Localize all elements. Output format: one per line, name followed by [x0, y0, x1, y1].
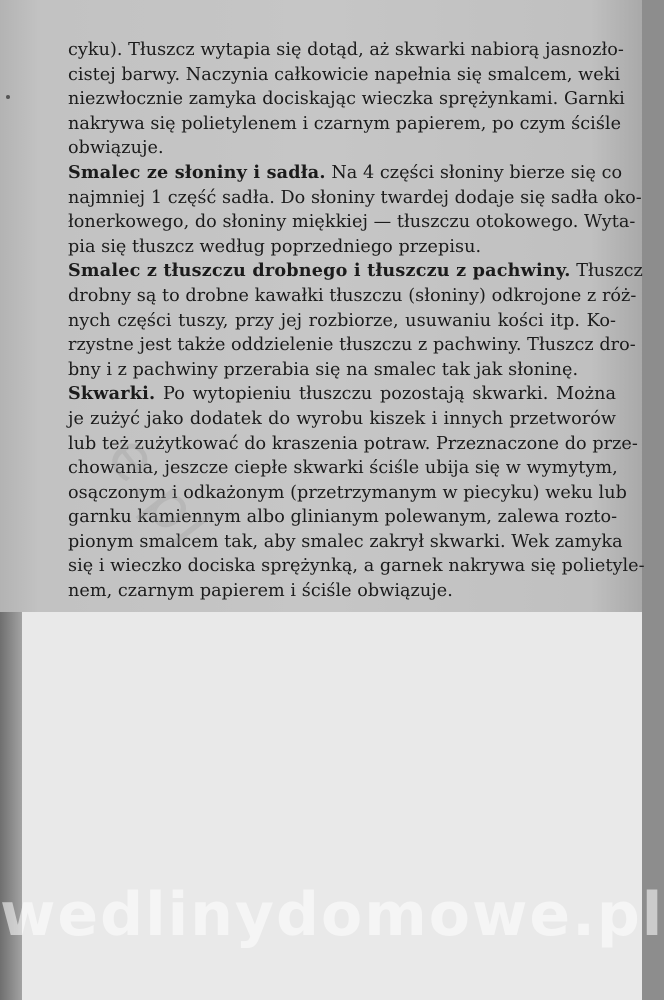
text-line [68, 382, 616, 407]
text-line: nakrywa się polietylenem i czarnym papierem, po czym ściśle [68, 113, 622, 134]
text-line-rest: Po wytopieniu tłuszczu pozostają skwarki. Można [155, 384, 616, 405]
text-line: niezwłocznie zamyka dociskając wieczka sprężynkami. Garnki [68, 89, 625, 110]
scan-speck [6, 95, 10, 99]
paragraph-smalec-ze-sloniny [68, 161, 642, 259]
paragraph-smalec-z-tluszczu [68, 259, 643, 382]
text-line: garnku kamiennym albo glinianym polewanym, zalewa rozto- [68, 507, 618, 528]
text-line: chowania, jeszcze ciepłe skwarki ściśle ubija się w wymytym, [68, 458, 618, 479]
section-heading: Smalec z tłuszczu drobnego i tłuszczu z pachwiny. [68, 260, 571, 282]
paragraph-intro [68, 38, 625, 161]
text-line: pionym smalcem tak, aby smalec zakrył skwarki. Wek zamyka [68, 531, 623, 552]
text-line: je zużyć jako dodatek do wyrobu kiszek i innych przetworów [68, 408, 616, 429]
section-heading: Skwarki. [68, 383, 156, 405]
section-heading: Smalec ze słoniny i sadła. [68, 161, 326, 183]
text-line: lub też zużytkować do kraszenia potraw. Przeznaczone do prze- [68, 433, 638, 454]
text-line: nem, czarnym papierem i ściśle obwiązuje. [68, 581, 453, 602]
text-line: obwiązuje. [68, 138, 164, 159]
text-line: osączonym i odkażonym (przetrzymanym w piecyku) weku lub [68, 482, 627, 503]
text-line: drobny są to drobne kawałki tłuszczu (słoniny) odkrojone z róż- [68, 285, 637, 306]
watermark-text: wedlinydomowe.pl [0, 880, 664, 950]
text-line: bny i z pachwiny przerabia się na smalec tak jak słoninę. [68, 359, 579, 380]
text-line [68, 259, 643, 284]
text-line: najmniej 1 część sadła. Do słoniny twardej dodaje się sadła oko- [68, 187, 642, 208]
text-line: łonerkowego, do słoniny miękkiej — tłuszczu otokowego. Wyta- [68, 212, 636, 233]
watermark-diagonal: e.pl [92, 420, 226, 562]
text-line: pia się tłuszcz według poprzedniego przepisu. [68, 236, 482, 257]
text-line: cyku). Tłuszcz wytapia się dotąd, aż skwarki nabiorą jasnozło- [68, 40, 624, 60]
text-line: rzystne jest także oddzielenie tłuszczu z pachwiny. Tłuszcz dro- [68, 335, 636, 356]
text-line: nych części tuszy, przy jej rozbiorze, usuwaniu kości itp. Ko- [68, 310, 616, 331]
text-line [68, 161, 623, 186]
text-line: się i wieczko dociska sprężynką, a garnek nakrywa się polietyle- [68, 556, 645, 577]
text-line: cistej barwy. Naczynia całkowicie napełnia się smalcem, weki [68, 64, 621, 85]
text-line-rest: Na 4 części słoniny bierze się co [325, 162, 623, 183]
text-line-rest: Tłuszcz [570, 261, 643, 282]
